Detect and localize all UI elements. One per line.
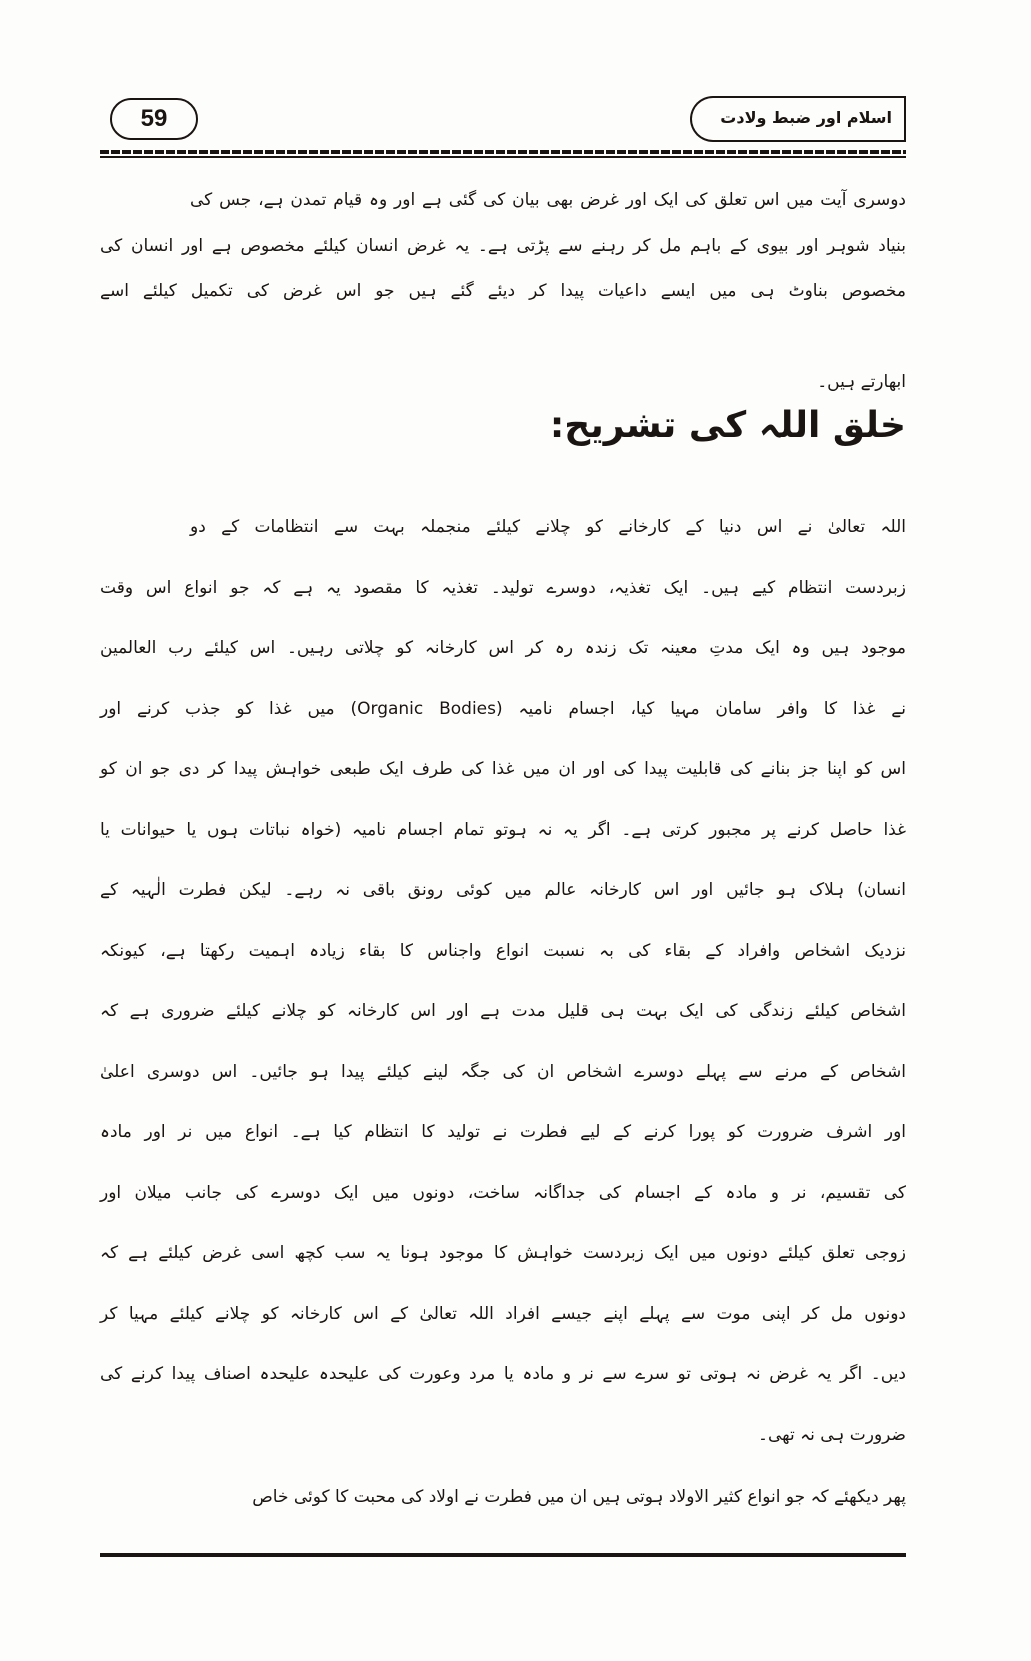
header-rule <box>100 156 906 158</box>
running-title-box <box>690 96 906 142</box>
text-line: موجود ہیں وہ ایک مدتِ معینہ تک زندہ رہ کر اس کارخانہ کو چلاتی رہیں۔ اس کیلئے رب العالمین <box>100 638 906 658</box>
text-line: نزدیک اشخاص وافراد کے بقاء کی بہ نسبت انواع واجناس کا بقاء زیادہ اہمیت رکھتا ہے، کیونکہ <box>100 940 906 961</box>
text-line: زبردست انتظام کیے ہیں۔ ایک تغذیہ، دوسرے تولید۔ تغذیہ کا مقصود یہ ہے کہ جو انواع اس وقت <box>100 577 906 598</box>
text-line: غذا حاصل کرنے پر مجبور کرتی ہے۔ اگر یہ نہ ہوتو تمام اجسام نامیہ (خواہ نباتات ہوں یا حیوانات یا <box>100 819 906 840</box>
footer-rule <box>100 1553 906 1557</box>
text-line: نے غذا کا وافر سامان مہیا کیا، اجسام نامیہ (Organic Bodies) میں غذا کو جذب کرنے اور <box>100 698 906 719</box>
text-line: انسان) ہلاک ہو جائیں اور اس کارخانہ عالم میں کوئی رونق باقی نہ رہے۔ لیکن فطرت الٰہیہ کے <box>100 880 906 900</box>
text-line: اشخاص کیلئے زندگی کی ایک بہت ہی قلیل مدت ہے اور اس کارخانہ کو چلانے کیلئے ضروری ہے کہ <box>100 1001 906 1021</box>
text-line: ضرورت ہی نہ تھی۔ <box>758 1424 906 1445</box>
page-number: 59 <box>110 98 198 140</box>
text-line: ابھارتے ہیں۔ <box>817 372 906 392</box>
title-box-divider <box>904 96 907 142</box>
text-line: دونوں مل کر اپنی موت سے پہلے اپنے جیسے افراد اللہ تعالیٰ کے اس کارخانہ کو چلانے کیلئے مہیا کر <box>100 1303 906 1324</box>
running-title: اسلام اور ضبط ولادت <box>720 108 892 127</box>
text-line: دیں۔ اگر یہ غرض نہ ہوتی تو سرے سے نر و مادہ یا مرد وعورت کی علیحدہ علیحدہ اصناف پیدا کرنے کی <box>100 1364 906 1384</box>
text-line: مخصوص بناوٹ ہی میں ایسے داعیات پیدا کر دیئے گئے ہیں جو اس غرض کی تکمیل کیلئے اسے <box>100 281 906 301</box>
header-dashed-rule <box>100 150 906 154</box>
text-line: اللہ تعالیٰ نے اس دنیا کے کارخانے کو چلانے کیلئے منجملہ بہت سے انتظامات کے دو <box>190 517 906 537</box>
section-heading: خلق اللہ کی تشریح: <box>549 405 906 446</box>
text-line: زوجی تعلق کیلئے دونوں میں ایک زبردست خواہش کا موجود ہونا یہ سب کچھ اسی غرض کیلئے ہے کہ <box>100 1243 906 1263</box>
text-line: پھر دیکھئے کہ جو انواع کثیر الاولاد ہوتی ہیں ان میں فطرت نے اولاد کی محبت کا کوئی خاص <box>252 1487 906 1507</box>
text-line: دوسری آیت میں اس تعلق کی ایک اور غرض بھی بیان کی گئی ہے اور وہ قیام تمدن ہے، جس کی <box>190 190 906 210</box>
text-line: اور اشرف ضرورت کو پورا کرنے کے لیے فطرت نے تولید کا انتظام کیا ہے۔ انواع میں نر اور مادہ <box>100 1122 906 1142</box>
text-line: اس کو اپنا جز بنانے کی قابلیت پیدا کی اور ان میں غذا کی طرف ایک طبعی خواہش پیدا کر دی جو ان کو <box>100 759 906 779</box>
text-line: اشخاص کے مرنے سے پہلے دوسرے اشخاص ان کی جگہ لینے کیلئے پیدا ہو جائیں۔ اس دوسری اعلیٰ <box>100 1061 906 1082</box>
text-line: کی تقسیم، نر و مادہ کے اجسام کی جداگانہ ساخت، دونوں میں ایک دوسرے کی جانب میلان اور <box>100 1182 906 1203</box>
text-line: بنیاد شوہر اور بیوی کے باہم مل کر رہنے سے پڑتی ہے۔ یہ غرض انسان کیلئے مخصوص ہے اور انسان کی <box>100 236 906 256</box>
